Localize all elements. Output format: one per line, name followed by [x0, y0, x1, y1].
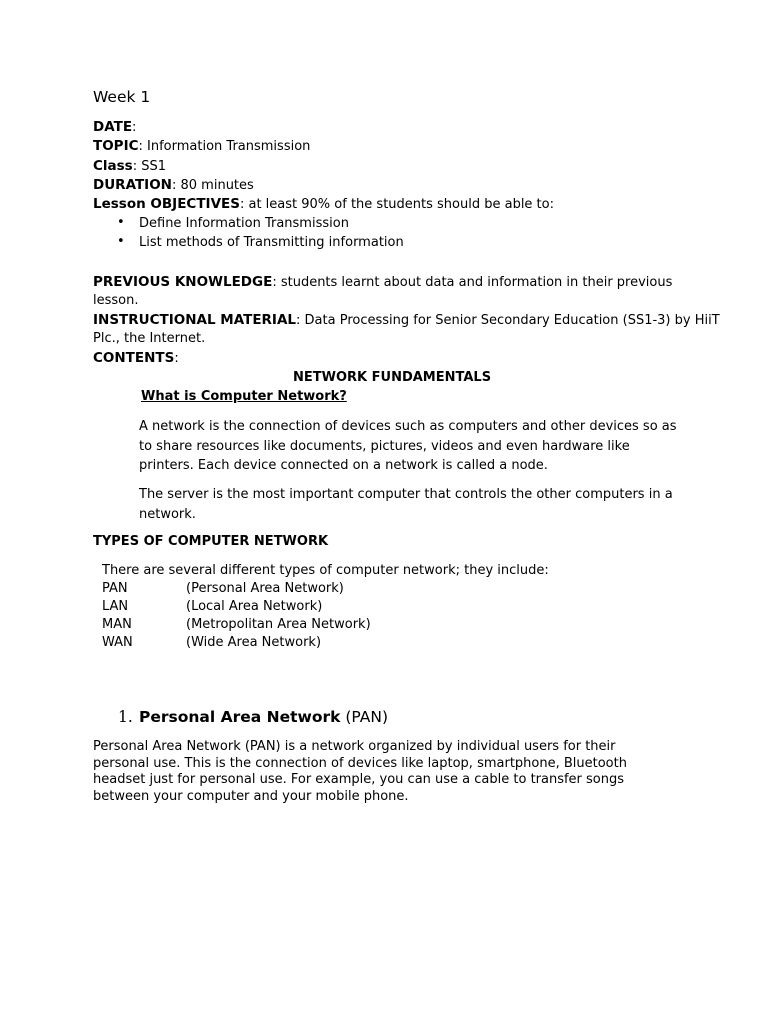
what-is-network-heading: What is Computer Network?: [141, 389, 347, 404]
objective-item: Define Information Transmission: [139, 216, 349, 231]
contents-label: CONTENTS: [93, 350, 175, 366]
instructional-material-continued: Plc., the Internet.: [93, 331, 206, 346]
pan-paragraph: Personal Area Network (PAN) is a network organized by individual users for their personal use. This is the connection of devices like laptop, smartphone, Bluetooth headset just for personal use. For example, you can use a cable to transfer songs between your computer and your mobile phone.: [93, 739, 627, 804]
topic-value: Information Transmission: [147, 139, 311, 154]
server-paragraph: The server is the most important computer that controls the other computers in a network.: [139, 487, 673, 522]
instructional-material-value: Data Processing for Senior Secondary Education (SS1-3) by HiiT: [304, 313, 720, 328]
types-heading: TYPES OF COMPUTER NETWORK: [93, 534, 329, 549]
class-label: Class: [93, 158, 133, 174]
date-line: DATE:: [93, 119, 137, 135]
duration-line: DURATION: 80 minutes: [93, 177, 254, 193]
network-type-abbr: PAN: [102, 581, 128, 596]
previous-knowledge-continued: lesson.: [93, 293, 139, 308]
network-type-row: [102, 599, 322, 614]
contents-line: CONTENTS:: [93, 350, 179, 366]
previous-knowledge-value: students learnt about data and information in their previous: [280, 275, 673, 290]
network-type-full: (Local Area Network): [186, 599, 323, 614]
date-label: DATE: [93, 119, 133, 135]
objectives-line: Lesson OBJECTIVES: at least 90% of the students should be able to:: [93, 196, 554, 212]
previous-knowledge-label: PREVIOUS KNOWLEDGE: [93, 274, 273, 290]
network-type-full: (Personal Area Network): [186, 581, 344, 596]
previous-knowledge-line: PREVIOUS KNOWLEDGE: students learnt about data and information in their previous: [93, 274, 673, 290]
network-type-abbr: WAN: [102, 635, 133, 650]
types-intro: There are several different types of computer network; they include:: [102, 563, 549, 578]
duration-label: DURATION: [93, 177, 172, 193]
instructional-material-line: INSTRUCTIONAL MATERIAL: Data Processing for Senior Secondary Education (SS1-3) by HiiT: [93, 312, 720, 328]
instructional-material-label: INSTRUCTIONAL MATERIAL: [93, 312, 297, 328]
network-type-abbr: MAN: [102, 617, 132, 632]
objective-item: List methods of Transmitting information: [139, 235, 404, 250]
pan-section-heading: [118, 708, 388, 726]
pan-section-number: 1.: [118, 708, 133, 726]
network-type-row: [102, 581, 344, 596]
objectives-label: Lesson OBJECTIVES: [93, 196, 240, 212]
network-type-row: [102, 635, 321, 650]
class-line: Class: SS1: [93, 158, 167, 174]
pan-title-rest: (PAN): [340, 708, 388, 726]
week-title: Week 1: [93, 88, 151, 106]
network-type-full: (Wide Area Network): [186, 635, 322, 650]
duration-value: 80 minutes: [180, 178, 254, 193]
network-type-abbr: LAN: [102, 599, 129, 614]
topic-line: TOPIC: Information Transmission: [93, 138, 311, 154]
network-type-row: [102, 617, 371, 632]
network-type-full: (Metropolitan Area Network): [186, 617, 371, 632]
network-fundamentals-heading: NETWORK FUNDAMENTALS: [293, 370, 492, 385]
bullet-dot: •: [117, 215, 125, 230]
network-definition-paragraph: A network is the connection of devices such as computers and other devices so as to share resources like documents, pictures, videos and even hardware like printers. Each device connected on a network is called a node.: [139, 419, 677, 473]
class-value: SS1: [141, 159, 167, 174]
bullet-dot: •: [117, 234, 125, 249]
objectives-value: at least 90% of the students should be able to:: [248, 197, 554, 212]
topic-label: TOPIC: [93, 138, 139, 154]
pan-title-bold: Personal Area Network: [139, 708, 341, 726]
